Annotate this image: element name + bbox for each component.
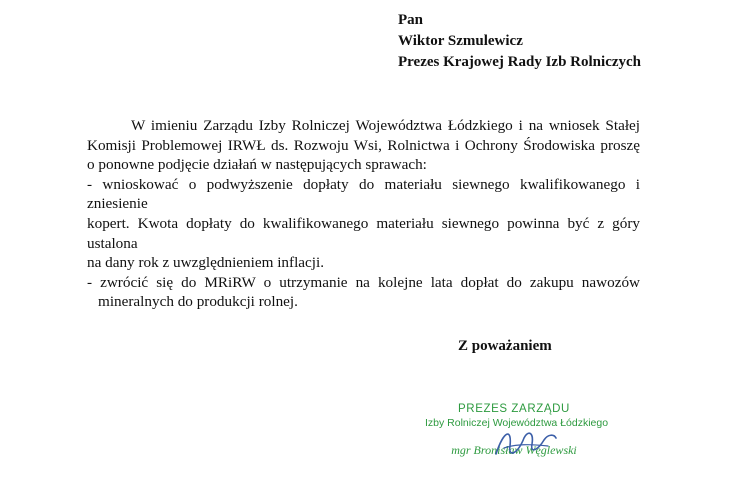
paragraph-line: Komisji Problemowej IRWŁ ds. Rozwoju Wsi, Rolnictwa i Ochrony Środowiska proszę	[87, 136, 640, 154]
item2-line: mineralnych do produkcji rolnej.	[98, 293, 298, 311]
item1-line: - wnioskować o podwyższenie dopłaty do materiału siewnego kwalifikowanego i zniesienie	[87, 175, 640, 213]
item2-line: - zwrócić się do MRiRW o utrzymanie na kolejne lata dopłat do zakupu nawozów	[87, 273, 640, 291]
handwritten-signature	[490, 424, 560, 464]
recipient-block	[398, 10, 641, 73]
paragraph-line: W imieniu Zarządu Izby Rolniczej Województwa Łódzkiego i na wniosek Stałej	[131, 117, 640, 134]
stamp-title: PREZES ZARZĄDU	[458, 403, 570, 415]
recipient-salutation: Pan	[398, 12, 424, 28]
item1-line: kopert. Kwota dopłaty do kwalifikowanego materiału siewnego powinna być z góry ustalona	[87, 214, 640, 252]
recipient-name: Wiktor Szmulewicz	[398, 33, 523, 49]
item1-line: na dany rok z uwzględnieniem inflacji.	[87, 254, 325, 272]
recipient-title: Prezes Krajowej Rady Izb Rolniczych	[398, 54, 642, 70]
stamp-organization: Izby Rolniczej Województwa Łódzkiego	[425, 417, 609, 429]
paragraph-line: o ponowne podjęcie działań w następujących sprawach:	[87, 156, 427, 174]
closing-phrase: Z poważaniem	[458, 338, 552, 354]
stamp-name: mgr Bronisław Węglewski	[451, 443, 577, 457]
letter-body	[87, 116, 640, 312]
